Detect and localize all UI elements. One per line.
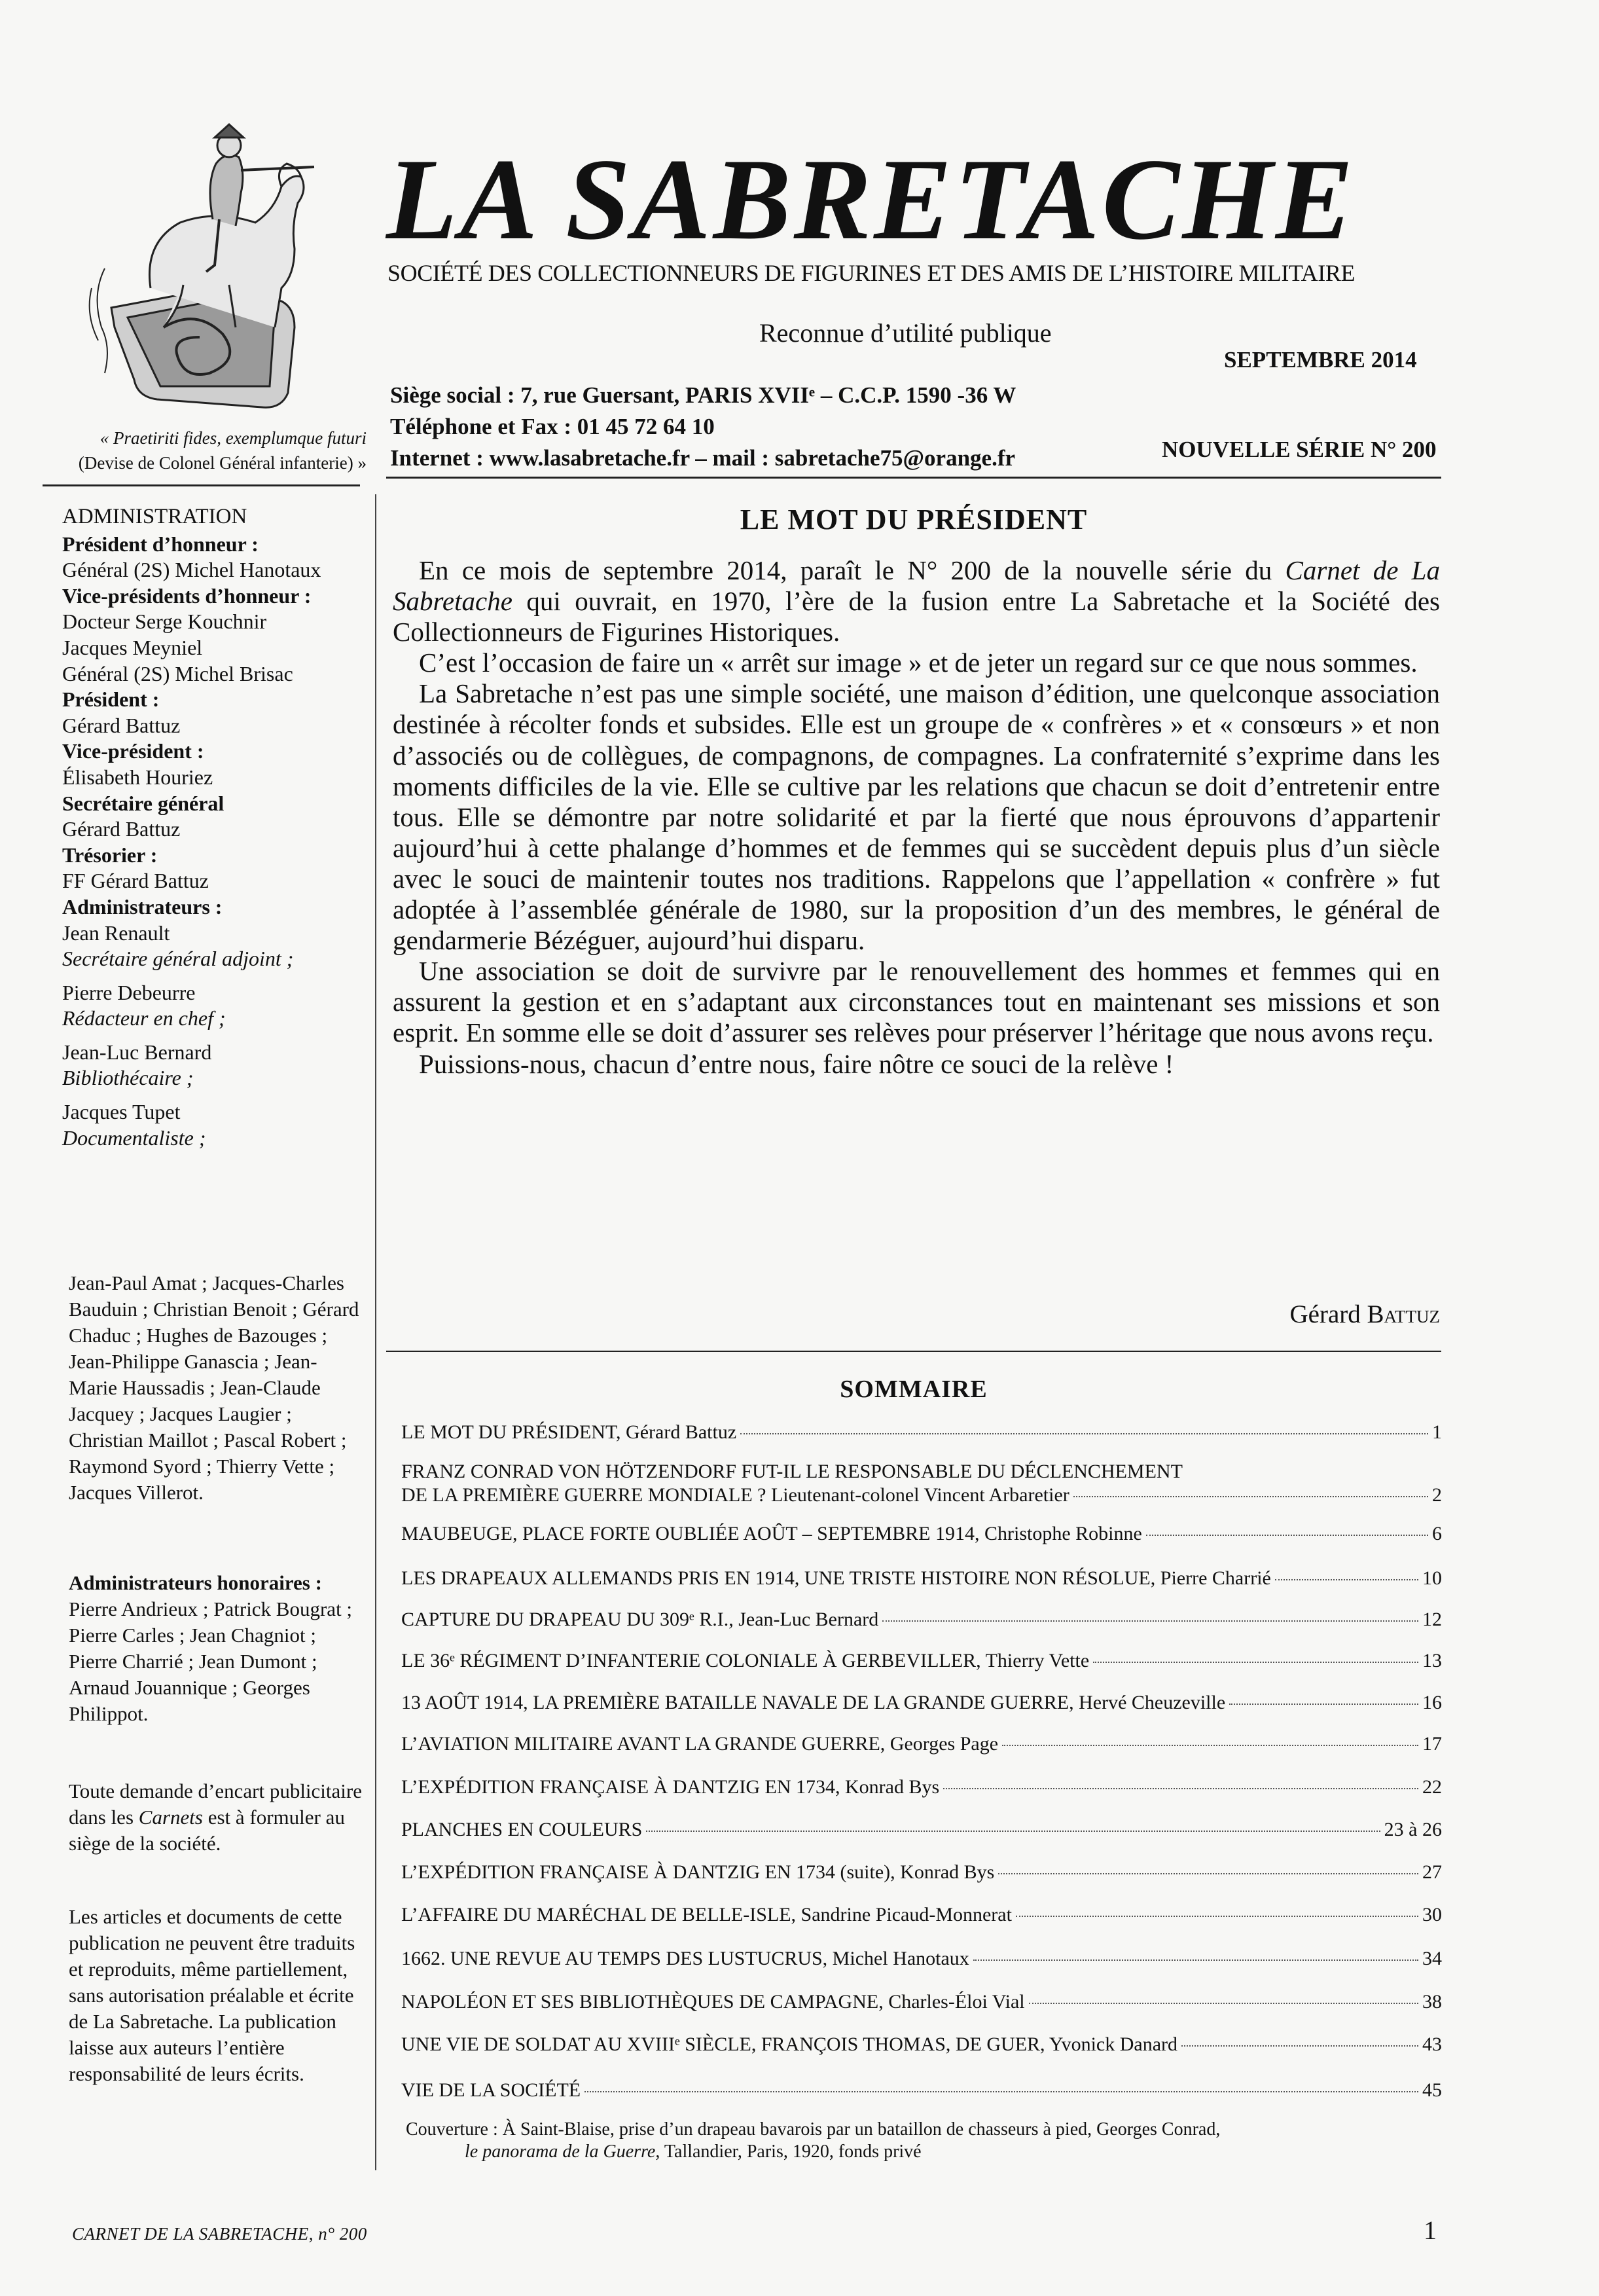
toc-entry: CAPTURE DU DRAPEAU DU 309ᵉ R.I., Jean-Luc Bernard 12 (401, 1609, 1442, 1630)
toc-entry: LE MOT DU PRÉSIDENT, Gérard Battuz 1 (401, 1421, 1442, 1443)
cover-caption-line: le panorama de la Guerre, Tallandier, Paris, 1920, fonds privé (465, 2141, 922, 2162)
person-name: Jean Renault (62, 920, 170, 945)
toc-entry: LE 36ᵉ RÉGIMENT D’INFANTERIE COLONIALE À GERBEVILLER, Thierry Vette 13 (401, 1650, 1442, 1671)
person-name: Jacques Tupet (62, 1100, 181, 1124)
phone-line: Téléphone et Fax : 01 45 72 64 10 (390, 414, 715, 439)
emblem-caption (39, 426, 367, 475)
board-members-list: Jean-Paul Amat ; Jacques-Charles Bauduin ; Christian Benoit ; Gérard Chaduc ; Hughes de Bazouges ; Jean-Philippe Ganascia ; Jean-Marie Haussadis ; Jean-Claude Jacquey ; Jacques Laugier ; Christian Maillot ; Pascal Robert ; Raymond Syord ; Thierry Vette ; Jacques Villerot. (69, 1271, 359, 1504)
ad-note-carnets: Carnets (138, 1806, 203, 1829)
toc-entry: L’AVIATION MILITAIRE AVANT LA GRANDE GUERRE, Georges Page 17 (401, 1733, 1442, 1755)
president-signature: Gérard Battuz (1289, 1300, 1440, 1328)
person-title: Secrétaire général adjoint ; (62, 947, 294, 971)
toc-entry: UNE VIE DE SOLDAT AU XVIIIᵉ SIÈCLE, FRANÇOIS THOMAS, DE GUER, Yvonick Danard 43 (401, 2033, 1442, 2055)
footer-journal: CARNET DE LA SABRETACHE, n° 200 (72, 2224, 367, 2244)
paragraph: En ce mois de septembre 2014, paraît le N° 200 de la nouvelle série du Carnet de La Sabretache qui ouvrait, en 1970, l’ère de la fusion entre La Sabretache et la Société des Collectionneurs de Figurines Historiques. (393, 555, 1440, 647)
person-name: Docteur Serge Kouchnir (62, 610, 267, 634)
role-label: Administrateurs : (62, 894, 223, 919)
toc-entry: 13 AOÛT 1914, LA PREMIÈRE BATAILLE NAVALE DE LA GRANDE GUERRE, Hervé Cheuzeville 16 (401, 1692, 1442, 1713)
toc-entry: FRANZ CONRAD VON HÖTZENDORF FUT-IL LE RESPONSABLE DU DÉCLENCHEMENT DE LA PREMIÈRE GUERRE MONDIALE ? Lieutenant-colonel Vincent Arbaretier 2 (401, 1461, 1442, 1506)
president-word-body (393, 555, 1440, 1080)
toc-entry: PLANCHES EN COULEURS 23 à 26 (401, 1819, 1442, 1840)
person-name: FF Gérard Battuz (62, 869, 209, 893)
person-name: Jean-Luc Bernard (62, 1040, 212, 1064)
person-name: Général (2S) Michel Hanotaux (62, 558, 321, 582)
president-word-title: LE MOT DU PRÉSIDENT (740, 503, 1088, 536)
rights-notice: Les articles et documents de cette publication ne peuvent être traduits et reproduits, même partiellement, sans autorisation préalable et écrite de La Sabretache. La publication laisse aux auteurs l’entière responsabilité de leurs écrits. (69, 1905, 355, 2085)
society-emblem (65, 111, 367, 419)
journal-title: LA SABRETACHE (386, 134, 1356, 264)
left-column-divider (43, 484, 360, 486)
role-label: Vice-présidents d’honneur : (62, 583, 312, 608)
paragraph: La Sabretache n’est pas une simple société, une maison d’édition, une quelconque association destinée à récolter fonds et subsides. Elle est un groupe de « confrères » et « consœurs » et non d’associés ou de collègues, de compagnons, de compagnes. La confraternité s’exprime dans les moments difficiles de la vie. Elle se cultive par les relations que chacun se doit d’entretenir entre tous. Elle se démontre par notre solidarité et par la fierté que nous éprouvons d’appartenir aujourd’hui à cette phalange d’hommes et de femmes qui se succèdent depuis plus d’un siècle avec le souci de maintenir toutes nos traditions. Rappelons que l’appellation « confrère » fut adoptée à l’assemblée générale de 1980, sur la proposition d’un des membres, le général de gendarmerie Bézéguer, aujourd’hui disparu. (393, 678, 1440, 956)
administration-block (62, 504, 363, 1151)
web-line: Internet : www.lasabretache.fr – mail : sabretache75@orange.fr (390, 445, 1016, 471)
summary-title: SOMMAIRE (840, 1376, 988, 1403)
toc-entry: VIE DE LA SOCIÉTÉ 45 (401, 2079, 1442, 2101)
paragraph: Puissions-nous, chacun d’entre nous, faire nôtre ce souci de la relève ! (419, 1048, 1174, 1079)
role-label: Trésorier : (62, 843, 158, 867)
advertising-note (69, 1778, 363, 1857)
person-title: Documentaliste ; (62, 1125, 206, 1150)
person-title: Bibliothécaire ; (62, 1066, 194, 1090)
cover-caption (406, 2119, 1388, 2163)
person-name: Général (2S) Michel Brisac (62, 661, 293, 685)
page-number: 1 (1424, 2215, 1437, 2245)
paragraph: Une association se doit de survivre par le renouvellement des hommes et femmes qui en assurent la gestion et en s’adaptant aux circonstances tout en maintenant ses missions et son esprit. En somme elle se doit d’assurer ses relèves pour préserver l’héritage que nous avons reçu. (393, 956, 1440, 1048)
toc-entry: NAPOLÉON ET SES BIBLIOTHÈQUES DE CAMPAGNE, Charles-Éloi Vial 38 (401, 1991, 1442, 2013)
person-name: Gérard Battuz (62, 713, 181, 737)
toc-entry: LES DRAPEAUX ALLEMANDS PRIS EN 1914, UNE TRISTE HISTOIRE NON RÉSOLUE, Pierre Charrié 10 (401, 1567, 1442, 1589)
paragraph: C’est l’occasion de faire un « arrêt sur image » et de jeter un regard sur ce que nous sommes. (419, 647, 1418, 678)
address-line: Siège social : 7, rue Guersant, PARIS XVIIᵉ – C.C.P. 1590 -36 W (390, 382, 1016, 408)
person-name: Élisabeth Houriez (62, 765, 213, 789)
header-divider (386, 477, 1441, 479)
person-title: Rédacteur en chef ; (62, 1006, 226, 1030)
issue-date: SEPTEMBRE 2014 (1224, 347, 1417, 373)
summary-divider (386, 1351, 1441, 1352)
emblem-motto: « Praetiriti fides, exemplumque futuri (99, 428, 367, 448)
role-label: Secrétaire général (62, 791, 225, 815)
toc-entry: L’AFFAIRE DU MARÉCHAL DE BELLE-ISLE, Sandrine Picaud-Monnerat 30 (401, 1904, 1442, 1925)
person-name: Pierre Debeurre (62, 980, 196, 1004)
journal-subtitle: SOCIÉTÉ DES COLLECTIONNEURS DE FIGURINES ET DES AMIS DE L’HISTOIRE MILITAIRE (387, 260, 1356, 286)
role-label: Président : (62, 687, 160, 712)
administration-heading: ADMINISTRATION (62, 505, 247, 528)
ad-note-text-end: est à formuler au siège de la société. (69, 1806, 345, 1855)
recognition-line: Reconnue d’utilité publique (759, 318, 1052, 348)
toc-entry: L’EXPÉDITION FRANÇAISE À DANTZIG EN 1734 (suite), Konrad Bys 27 (401, 1861, 1442, 1883)
toc-entry: 1662. UNE REVUE AU TEMPS DES LUSTUCRUS, Michel Hanotaux 34 (401, 1948, 1442, 1969)
cover-caption-line: Couverture : À Saint-Blaise, prise d’un drapeau bavarois par un bataillon de chasseurs à pied, Georges Conrad, (406, 2119, 1221, 2140)
emblem-motto-source: (Devise de Colonel Général infanterie) » (78, 453, 367, 473)
role-label: Administrateurs honoraires : (69, 1571, 322, 1594)
toc-entry: MAUBEUGE, PLACE FORTE OUBLIÉE AOÛT – SEPTEMBRE 1914, Christophe Robinne 6 (401, 1523, 1442, 1544)
role-label: Président d’honneur : (62, 532, 259, 556)
toc-entry: L’EXPÉDITION FRANÇAISE À DANTZIG EN 1734, Konrad Bys 22 (401, 1776, 1442, 1798)
honorary-admins-list: Pierre Andrieux ; Patrick Bougrat ; Pierre Carles ; Jean Chagniot ; Pierre Charrié ; Jean Dumont ; Arnaud Jouannique ; Georges Philippot. (69, 1597, 353, 1725)
contact-block (390, 380, 1016, 474)
ad-note-text: Toute demande d’encart publicitaire dans les (69, 1779, 362, 1829)
column-separator (375, 494, 376, 2170)
issue-series: NOUVELLE SÉRIE N° 200 (1162, 437, 1437, 462)
honorary-administrators (69, 1570, 363, 1727)
person-name: Jacques Meyniel (62, 635, 203, 659)
role-label: Vice-président : (62, 739, 204, 763)
person-name: Gérard Battuz (62, 817, 181, 841)
